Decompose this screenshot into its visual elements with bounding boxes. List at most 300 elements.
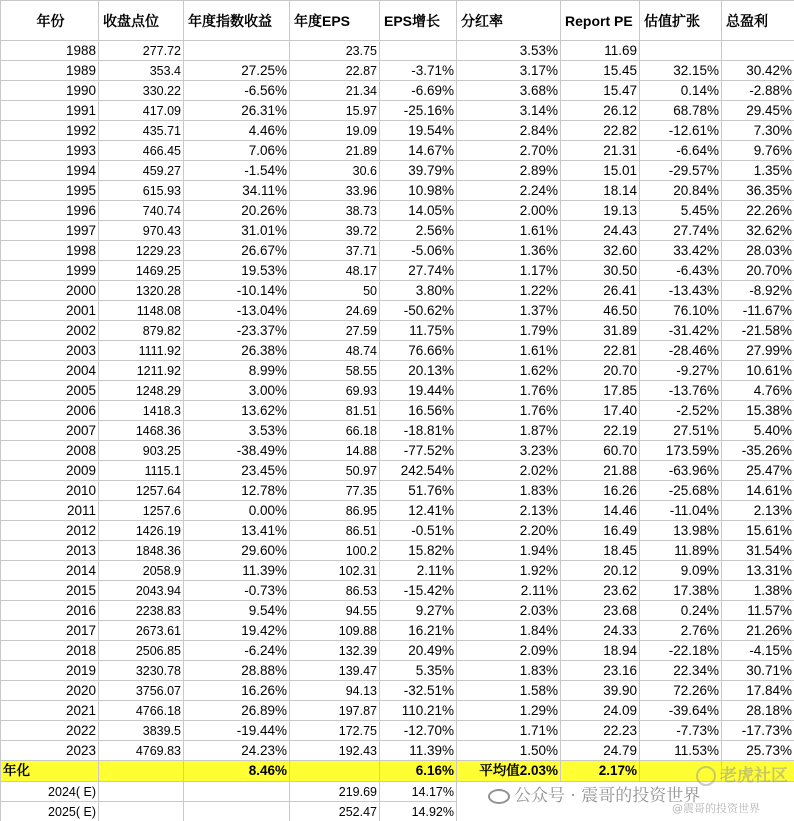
report-pe-cell: 60.70 xyxy=(561,441,640,461)
eps-cell: 48.74 xyxy=(290,341,380,361)
handle-watermark: @震哥的投资世界 xyxy=(672,802,760,815)
index-return-cell: 34.11% xyxy=(184,181,290,201)
payout-cell: 2.00% xyxy=(457,201,561,221)
payout-cell: 3.23% xyxy=(457,441,561,461)
table-row xyxy=(1,101,794,121)
year-cell: 2001 xyxy=(1,301,99,321)
eps-cell: 192.43 xyxy=(290,741,380,761)
total-return-cell: 20.70% xyxy=(722,261,794,281)
payout-cell: 2.09% xyxy=(457,641,561,661)
report-pe-cell: 15.47 xyxy=(561,81,640,101)
close-cell: 1115.1 xyxy=(99,461,184,481)
eps-cell: 66.18 xyxy=(290,421,380,441)
eps-growth-cell: 11.39% xyxy=(380,741,457,761)
eps-cell: 69.93 xyxy=(290,381,380,401)
index-return-cell: 27.25% xyxy=(184,61,290,81)
close-cell: 417.09 xyxy=(99,101,184,121)
payout-cell: 3.53% xyxy=(457,41,561,61)
total-return-cell: 9.76% xyxy=(722,141,794,161)
total-return-cell: 13.31% xyxy=(722,561,794,581)
valuation-expansion-cell: -6.64% xyxy=(640,141,722,161)
eps-cell: 102.31 xyxy=(290,561,380,581)
valuation-expansion-cell: -7.73% xyxy=(640,721,722,741)
report-pe-cell: 24.33 xyxy=(561,621,640,641)
year-cell: 2013 xyxy=(1,541,99,561)
valuation-expansion-cell: 2.76% xyxy=(640,621,722,641)
report-pe-cell xyxy=(561,802,640,821)
table-row xyxy=(1,721,794,741)
table-row xyxy=(1,561,794,581)
eps-growth-cell: 2.56% xyxy=(380,221,457,241)
eps-cell: 21.34 xyxy=(290,81,380,101)
table-row xyxy=(1,681,794,701)
report-pe-cell: 11.69 xyxy=(561,41,640,61)
valuation-expansion-cell: -39.64% xyxy=(640,701,722,721)
valuation-expansion-cell: 11.89% xyxy=(640,541,722,561)
table-row xyxy=(1,501,794,521)
year-cell: 2018 xyxy=(1,641,99,661)
year-cell: 2014 xyxy=(1,561,99,581)
table-row xyxy=(1,301,794,321)
report-pe-cell: 18.14 xyxy=(561,181,640,201)
table-row xyxy=(1,481,794,501)
table-row xyxy=(1,401,794,421)
year-cell: 2011 xyxy=(1,501,99,521)
header-report-pe: Report PE xyxy=(561,1,640,41)
table-row xyxy=(1,41,794,61)
eps-cell: 86.51 xyxy=(290,521,380,541)
forecast-row xyxy=(1,782,794,802)
close-cell: 3230.78 xyxy=(99,661,184,681)
year-cell: 2015 xyxy=(1,581,99,601)
eps-growth-cell: 39.79% xyxy=(380,161,457,181)
index-return-cell xyxy=(184,41,290,61)
eps-growth-cell: -32.51% xyxy=(380,681,457,701)
header-total-return: 总盈利 xyxy=(722,1,794,41)
total-return-cell: 22.26% xyxy=(722,201,794,221)
close-cell: 1111.92 xyxy=(99,341,184,361)
valuation-expansion-cell: 9.09% xyxy=(640,561,722,581)
report-pe-cell: 26.41 xyxy=(561,281,640,301)
index-return-cell: 26.67% xyxy=(184,241,290,261)
total-return-cell: 15.61% xyxy=(722,521,794,541)
payout-cell: 1.37% xyxy=(457,301,561,321)
close-cell: 459.27 xyxy=(99,161,184,181)
table-row xyxy=(1,641,794,661)
average-eps-cell xyxy=(290,761,380,782)
eps-growth-cell: 14.92% xyxy=(380,802,457,821)
year-cell: 2019 xyxy=(1,661,99,681)
payout-cell: 1.83% xyxy=(457,481,561,501)
valuation-expansion-cell: -6.43% xyxy=(640,261,722,281)
valuation-expansion-cell: -9.27% xyxy=(640,361,722,381)
eps-cell: 77.35 xyxy=(290,481,380,501)
report-pe-cell: 24.09 xyxy=(561,701,640,721)
table-row xyxy=(1,741,794,761)
valuation-expansion-cell: 0.24% xyxy=(640,601,722,621)
eps-growth-cell: 20.13% xyxy=(380,361,457,381)
payout-cell xyxy=(457,802,561,821)
table-row xyxy=(1,441,794,461)
valuation-expansion-cell: -13.43% xyxy=(640,281,722,301)
total-return-cell: -35.26% xyxy=(722,441,794,461)
valuation-expansion-cell: 27.74% xyxy=(640,221,722,241)
report-pe-cell: 30.50 xyxy=(561,261,640,281)
payout-cell: 1.36% xyxy=(457,241,561,261)
close-cell: 466.45 xyxy=(99,141,184,161)
table-row xyxy=(1,361,794,381)
eps-cell: 109.88 xyxy=(290,621,380,641)
average-eps-growth-cell: 6.16% xyxy=(380,761,457,782)
valuation-expansion-cell: -28.46% xyxy=(640,341,722,361)
eps-growth-cell: 51.76% xyxy=(380,481,457,501)
year-cell: 2004 xyxy=(1,361,99,381)
report-pe-cell: 17.85 xyxy=(561,381,640,401)
eps-cell: 14.88 xyxy=(290,441,380,461)
payout-cell: 2.84% xyxy=(457,121,561,141)
eps-growth-cell: -12.70% xyxy=(380,721,457,741)
close-cell xyxy=(99,802,184,821)
total-return-cell: 1.35% xyxy=(722,161,794,181)
close-cell: 970.43 xyxy=(99,221,184,241)
close-cell xyxy=(99,782,184,802)
close-cell: 1257.6 xyxy=(99,501,184,521)
table-row xyxy=(1,341,794,361)
eps-growth-cell: 242.54% xyxy=(380,461,457,481)
year-cell: 1997 xyxy=(1,221,99,241)
report-pe-cell: 31.89 xyxy=(561,321,640,341)
valuation-expansion-cell xyxy=(640,802,722,821)
close-cell: 879.82 xyxy=(99,321,184,341)
payout-cell: 1.87% xyxy=(457,421,561,441)
table-row xyxy=(1,621,794,641)
year-cell: 2002 xyxy=(1,321,99,341)
total-return-cell: 27.99% xyxy=(722,341,794,361)
report-pe-cell: 20.12 xyxy=(561,561,640,581)
payout-cell: 1.17% xyxy=(457,261,561,281)
table-row xyxy=(1,581,794,601)
index-return-cell: -6.56% xyxy=(184,81,290,101)
close-cell: 2673.61 xyxy=(99,621,184,641)
payout-cell: 3.17% xyxy=(457,61,561,81)
payout-cell: 1.94% xyxy=(457,541,561,561)
table-row xyxy=(1,121,794,141)
valuation-expansion-cell: -22.18% xyxy=(640,641,722,661)
close-cell: 330.22 xyxy=(99,81,184,101)
payout-cell: 2.20% xyxy=(457,521,561,541)
eps-growth-cell: 9.27% xyxy=(380,601,457,621)
close-cell: 277.72 xyxy=(99,41,184,61)
valuation-expansion-cell: -13.76% xyxy=(640,381,722,401)
eps-cell: 48.17 xyxy=(290,261,380,281)
close-cell: 740.74 xyxy=(99,201,184,221)
index-return-cell: -19.44% xyxy=(184,721,290,741)
index-return-cell xyxy=(184,782,290,802)
total-return-cell: -8.92% xyxy=(722,281,794,301)
index-return-cell: 28.88% xyxy=(184,661,290,681)
index-return-cell: 3.53% xyxy=(184,421,290,441)
year-cell: 1995 xyxy=(1,181,99,201)
year-cell: 2017 xyxy=(1,621,99,641)
index-return-cell xyxy=(184,802,290,821)
payout-cell: 2.70% xyxy=(457,141,561,161)
close-cell: 1848.36 xyxy=(99,541,184,561)
eps-cell: 94.13 xyxy=(290,681,380,701)
year-cell: 2008 xyxy=(1,441,99,461)
close-cell: 1468.36 xyxy=(99,421,184,441)
table-row xyxy=(1,81,794,101)
payout-cell: 1.84% xyxy=(457,621,561,641)
index-return-cell: 26.38% xyxy=(184,341,290,361)
index-return-cell: 8.99% xyxy=(184,361,290,381)
total-return-cell: 25.47% xyxy=(722,461,794,481)
eps-growth-cell: 19.54% xyxy=(380,121,457,141)
eps-cell: 219.69 xyxy=(290,782,380,802)
payout-cell: 2.11% xyxy=(457,581,561,601)
year-cell: 1990 xyxy=(1,81,99,101)
payout-cell: 1.76% xyxy=(457,401,561,421)
year-cell: 2003 xyxy=(1,341,99,361)
total-return-cell: 29.45% xyxy=(722,101,794,121)
report-pe-cell: 23.16 xyxy=(561,661,640,681)
total-return-cell: -11.67% xyxy=(722,301,794,321)
eps-growth-cell: 16.21% xyxy=(380,621,457,641)
payout-cell: 1.22% xyxy=(457,281,561,301)
table-row xyxy=(1,61,794,81)
payout-cell: 1.58% xyxy=(457,681,561,701)
eps-growth-cell: 16.56% xyxy=(380,401,457,421)
eps-cell: 58.55 xyxy=(290,361,380,381)
index-return-cell: -6.24% xyxy=(184,641,290,661)
index-return-cell: 16.26% xyxy=(184,681,290,701)
eps-cell: 33.96 xyxy=(290,181,380,201)
year-cell: 2022 xyxy=(1,721,99,741)
year-cell: 1992 xyxy=(1,121,99,141)
close-cell: 1426.19 xyxy=(99,521,184,541)
close-cell: 353.4 xyxy=(99,61,184,81)
eps-growth-cell: 14.05% xyxy=(380,201,457,221)
average-close-cell xyxy=(99,761,184,782)
total-return-cell: 7.30% xyxy=(722,121,794,141)
year-cell: 1991 xyxy=(1,101,99,121)
report-pe-cell: 15.45 xyxy=(561,61,640,81)
table-row xyxy=(1,181,794,201)
valuation-expansion-cell: -25.68% xyxy=(640,481,722,501)
year-cell: 1999 xyxy=(1,261,99,281)
year-cell: 2023 xyxy=(1,741,99,761)
total-return-cell xyxy=(722,802,794,821)
index-return-cell: 3.00% xyxy=(184,381,290,401)
close-cell: 2058.9 xyxy=(99,561,184,581)
payout-cell: 1.92% xyxy=(457,561,561,581)
index-return-cell: 23.45% xyxy=(184,461,290,481)
eps-cell: 27.59 xyxy=(290,321,380,341)
close-cell: 3839.5 xyxy=(99,721,184,741)
table-row xyxy=(1,461,794,481)
index-return-cell: 31.01% xyxy=(184,221,290,241)
total-return-cell: -17.73% xyxy=(722,721,794,741)
eps-cell: 21.89 xyxy=(290,141,380,161)
eps-cell: 50.97 xyxy=(290,461,380,481)
index-return-cell: 29.60% xyxy=(184,541,290,561)
year-cell: 2006 xyxy=(1,401,99,421)
eps-cell: 197.87 xyxy=(290,701,380,721)
eps-growth-cell: -0.51% xyxy=(380,521,457,541)
average-total-cell xyxy=(722,761,794,782)
valuation-expansion-cell: 11.53% xyxy=(640,741,722,761)
report-pe-cell: 22.82 xyxy=(561,121,640,141)
eps-growth-cell: 110.21% xyxy=(380,701,457,721)
valuation-expansion-cell: -2.52% xyxy=(640,401,722,421)
valuation-expansion-cell: 68.78% xyxy=(640,101,722,121)
report-pe-cell: 18.45 xyxy=(561,541,640,561)
valuation-expansion-cell: -31.42% xyxy=(640,321,722,341)
total-return-cell: 28.18% xyxy=(722,701,794,721)
report-pe-cell: 23.62 xyxy=(561,581,640,601)
valuation-expansion-cell: 20.84% xyxy=(640,181,722,201)
eps-cell: 19.09 xyxy=(290,121,380,141)
payout-cell: 1.83% xyxy=(457,661,561,681)
year-cell: 1993 xyxy=(1,141,99,161)
year-cell: 2025( E) xyxy=(1,802,99,821)
close-cell: 903.25 xyxy=(99,441,184,461)
average-row xyxy=(1,761,794,782)
payout-cell xyxy=(457,782,561,802)
report-pe-cell: 22.81 xyxy=(561,341,640,361)
payout-cell: 2.03% xyxy=(457,601,561,621)
year-cell: 2007 xyxy=(1,421,99,441)
close-cell: 4766.18 xyxy=(99,701,184,721)
average-payout-cell: 平均值2.03% xyxy=(457,761,561,782)
report-pe-cell: 32.60 xyxy=(561,241,640,261)
payout-cell: 1.76% xyxy=(457,381,561,401)
table-row xyxy=(1,541,794,561)
index-return-cell: 19.42% xyxy=(184,621,290,641)
total-return-cell: 4.76% xyxy=(722,381,794,401)
total-return-cell: -4.15% xyxy=(722,641,794,661)
average-report-pe-cell: 2.17% xyxy=(561,761,640,782)
eps-cell: 252.47 xyxy=(290,802,380,821)
payout-cell: 1.71% xyxy=(457,721,561,741)
total-return-cell xyxy=(722,41,794,61)
valuation-expansion-cell xyxy=(640,41,722,61)
report-pe-cell: 24.43 xyxy=(561,221,640,241)
total-return-cell: 2.13% xyxy=(722,501,794,521)
year-cell: 2000 xyxy=(1,281,99,301)
eps-growth-cell: -15.42% xyxy=(380,581,457,601)
index-return-cell: 11.39% xyxy=(184,561,290,581)
report-pe-cell: 17.40 xyxy=(561,401,640,421)
eps-cell: 39.72 xyxy=(290,221,380,241)
eps-cell: 50 xyxy=(290,281,380,301)
eps-growth-cell: 15.82% xyxy=(380,541,457,561)
table-row xyxy=(1,421,794,441)
report-pe-cell: 15.01 xyxy=(561,161,640,181)
valuation-expansion-cell: -29.57% xyxy=(640,161,722,181)
account-watermark: 公众号 · 震哥的投资世界 xyxy=(488,781,700,806)
year-cell: 2012 xyxy=(1,521,99,541)
table-row xyxy=(1,381,794,401)
close-cell: 1229.23 xyxy=(99,241,184,261)
index-return-cell: 20.26% xyxy=(184,201,290,221)
payout-cell: 1.29% xyxy=(457,701,561,721)
community-watermark: 老虎社区 xyxy=(696,761,788,786)
header-valuation-expansion: 估值扩张 xyxy=(640,1,722,41)
eps-growth-cell: -18.81% xyxy=(380,421,457,441)
valuation-expansion-cell: 72.26% xyxy=(640,681,722,701)
index-return-cell: 12.78% xyxy=(184,481,290,501)
total-return-cell: 30.42% xyxy=(722,61,794,81)
table-row xyxy=(1,701,794,721)
index-return-cell: 26.31% xyxy=(184,101,290,121)
total-return-cell: 5.40% xyxy=(722,421,794,441)
total-return-cell: -2.88% xyxy=(722,81,794,101)
index-return-cell: -13.04% xyxy=(184,301,290,321)
eps-growth-cell: 5.35% xyxy=(380,661,457,681)
valuation-expansion-cell: 27.51% xyxy=(640,421,722,441)
close-cell: 1418.3 xyxy=(99,401,184,421)
year-cell: 2005 xyxy=(1,381,99,401)
index-return-cell: 7.06% xyxy=(184,141,290,161)
report-pe-cell: 24.79 xyxy=(561,741,640,761)
payout-cell: 2.02% xyxy=(457,461,561,481)
table-row xyxy=(1,201,794,221)
report-pe-cell: 20.70 xyxy=(561,361,640,381)
index-return-cell: -1.54% xyxy=(184,161,290,181)
index-return-cell: 13.41% xyxy=(184,521,290,541)
eps-growth-cell: 14.67% xyxy=(380,141,457,161)
eps-cell: 86.95 xyxy=(290,501,380,521)
year-cell: 2010 xyxy=(1,481,99,501)
eps-cell: 22.87 xyxy=(290,61,380,81)
valuation-expansion-cell: 5.45% xyxy=(640,201,722,221)
table-body xyxy=(1,41,794,821)
table-row xyxy=(1,161,794,181)
index-return-cell: 19.53% xyxy=(184,261,290,281)
table-row xyxy=(1,661,794,681)
table-row xyxy=(1,221,794,241)
valuation-expansion-cell: 17.38% xyxy=(640,581,722,601)
report-pe-cell: 21.31 xyxy=(561,141,640,161)
eps-growth-cell: -77.52% xyxy=(380,441,457,461)
payout-cell: 3.14% xyxy=(457,101,561,121)
close-cell: 435.71 xyxy=(99,121,184,141)
total-return-cell: 32.62% xyxy=(722,221,794,241)
eps-growth-cell: 76.66% xyxy=(380,341,457,361)
total-return-cell: 14.61% xyxy=(722,481,794,501)
eps-cell: 23.75 xyxy=(290,41,380,61)
index-return-cell: -38.49% xyxy=(184,441,290,461)
total-return-cell: -21.58% xyxy=(722,321,794,341)
total-return-cell: 31.54% xyxy=(722,541,794,561)
total-return-cell: 28.03% xyxy=(722,241,794,261)
total-return-cell: 21.26% xyxy=(722,621,794,641)
index-return-cell: 24.23% xyxy=(184,741,290,761)
header-eps-growth: EPS增长 xyxy=(380,1,457,41)
year-cell: 2020 xyxy=(1,681,99,701)
index-return-cell: 26.89% xyxy=(184,701,290,721)
eps-growth-cell: 19.44% xyxy=(380,381,457,401)
eps-cell: 172.75 xyxy=(290,721,380,741)
eps-growth-cell: -25.16% xyxy=(380,101,457,121)
header-payout: 分红率 xyxy=(457,1,561,41)
table-row xyxy=(1,521,794,541)
year-cell: 1988 xyxy=(1,41,99,61)
header-eps: 年度EPS xyxy=(290,1,380,41)
year-cell: 2024( E) xyxy=(1,782,99,802)
index-return-cell: 9.54% xyxy=(184,601,290,621)
valuation-expansion-cell: 13.98% xyxy=(640,521,722,541)
